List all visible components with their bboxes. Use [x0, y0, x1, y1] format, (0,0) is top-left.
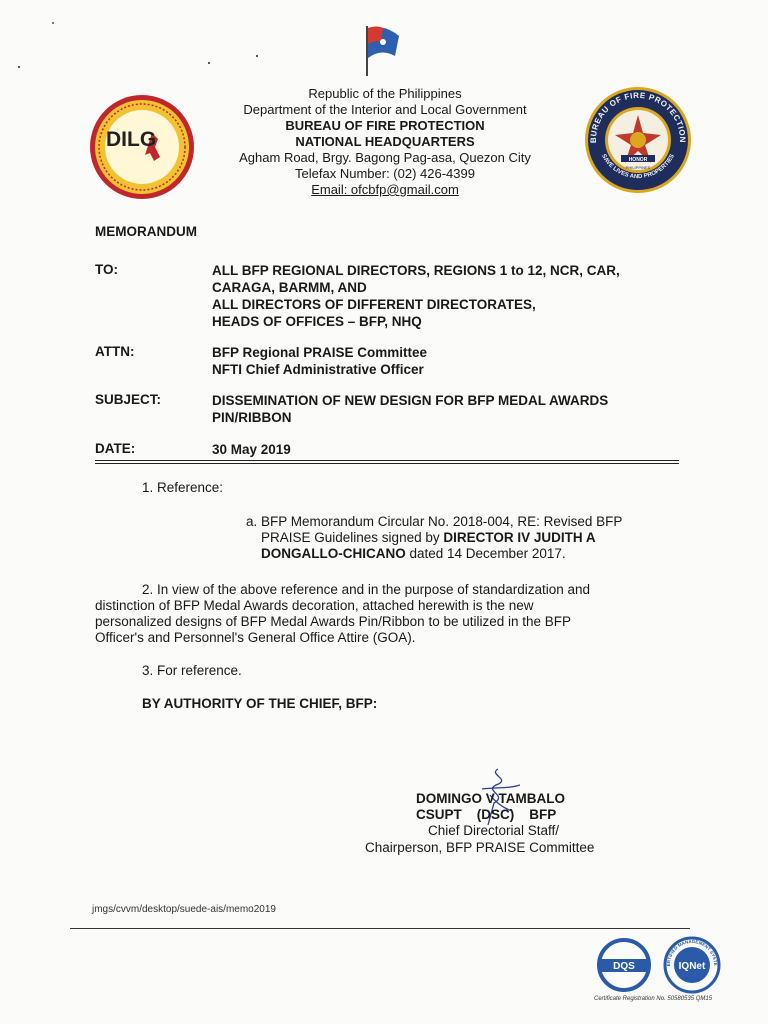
speck: [52, 22, 54, 24]
flag-icon: [355, 22, 405, 78]
bfp-ring-top: BUREAU OF FIRE PROTECTION: [588, 90, 688, 144]
dqs-badge: [593, 938, 655, 992]
to-line: HEADS OF OFFICES – BFP, NHQ: [212, 314, 422, 329]
date-label: DATE:: [95, 441, 136, 456]
p2-line: distinction of BFP Medal Awards decoration, attached herewith is the new: [95, 598, 534, 613]
signatory-rank: CSUPT (DSC) BFP: [416, 807, 557, 822]
header-hq: NATIONAL HEADQUARTERS: [295, 134, 475, 149]
paragraph-3: 3. For reference.: [142, 663, 242, 678]
header-email-link[interactable]: Email: ofcbfp@gmail.com: [311, 182, 459, 197]
reference-signatory-name: DONGALLO-CHICANO: [261, 546, 406, 561]
iqnet-label: IQNet: [678, 961, 706, 972]
reference-text: PRAISE Guidelines signed by: [261, 530, 444, 545]
bfp-banner: HONOR: [628, 157, 648, 163]
attn-value: [212, 344, 427, 378]
header-telefax: Telefax Number: (02) 426-4399: [295, 166, 475, 181]
file-path: jmgs/cvvm/desktop/suede-ais/memo2019: [92, 904, 276, 915]
header-department: Department of the Interior and Local Government: [243, 102, 527, 117]
dqs-label: DQS: [613, 961, 635, 972]
p2-line: personalized designs of BFP Medal Awards Pin/Ribbon to be utilized in the BFP: [95, 614, 572, 629]
letterhead: [200, 86, 570, 198]
bfp-country: PHILIPPINES: [625, 165, 651, 170]
date-value: 30 May 2019: [212, 442, 291, 457]
date-divider: [95, 460, 679, 461]
header-republic: Republic of the Philippines: [308, 86, 462, 101]
subject-line: DISSEMINATION OF NEW DESIGN FOR BFP MEDAL AWARDS: [212, 393, 609, 408]
footer-rule: [70, 928, 690, 929]
svg-text:BUREAU OF FIRE PROTECTION: [589, 91, 687, 143]
bfp-ring-bottom: SAVE LIVES AND PROPERTIES: [600, 153, 676, 181]
to-line: ALL BFP REGIONAL DIRECTORS, REGIONS 1 to 12, NCR, CAR,: [212, 263, 620, 278]
subject-label: SUBJECT:: [95, 392, 162, 407]
date-divider: [95, 463, 679, 464]
authority-line: BY AUTHORITY OF THE CHIEF, BFP:: [142, 696, 378, 711]
subject-line: PIN/RIBBON: [212, 410, 292, 425]
certificate-number: Certificate Registration No. 50580535 QM15: [594, 996, 713, 1002]
signatory-title-1: Chief Directorial Staff/: [428, 823, 560, 838]
speck: [256, 55, 258, 57]
speck: [208, 62, 210, 64]
header-bureau: BUREAU OF FIRE PROTECTION: [285, 118, 485, 133]
subject-value: [212, 392, 608, 426]
bfp-seal-ring-text: [583, 85, 693, 195]
paragraph-2: [95, 582, 679, 646]
memo-heading: MEMORANDUM: [95, 224, 197, 239]
paragraph-1: 1. Reference:: [142, 480, 224, 495]
reference-item: [246, 514, 622, 562]
signatory-name: DOMINGO V TAMBALO: [416, 791, 565, 806]
dilg-logo-text: DILG: [106, 128, 157, 151]
attn-line: BFP Regional PRAISE Committee: [212, 345, 428, 360]
to-line: CARAGA, BARMM, AND: [212, 280, 367, 295]
header-address: Agham Road, Brgy. Bagong Pag-asa, Quezon City: [239, 150, 531, 165]
attn-label: ATTN:: [95, 344, 135, 359]
to-label: TO:: [95, 262, 118, 277]
reference-line: a. BFP Memorandum Circular No. 2018-004, RE: Revised BFP: [246, 514, 623, 529]
speck: [18, 66, 20, 68]
attn-line: NFTI Chief Administrative Officer: [212, 362, 424, 377]
p2-line: 2. In view of the above reference and in the purpose of standardization and: [142, 582, 591, 597]
iqnet-badge: [660, 932, 722, 994]
p2-line: Officer's and Personnel's General Office Attire (GOA).: [95, 630, 416, 645]
reference-signatory: DIRECTOR IV JUDITH A: [443, 530, 596, 545]
iqnet-ring: CERTIFIED MANAGEMENT SYSTEM: [660, 932, 719, 967]
reference-date: dated 14 December 2017.: [405, 546, 566, 561]
signatory-title-2: Chairperson, BFP PRAISE Committee: [365, 840, 595, 855]
to-line: ALL DIRECTORS OF DIFFERENT DIRECTORATES,: [212, 297, 536, 312]
to-value: [212, 262, 620, 330]
